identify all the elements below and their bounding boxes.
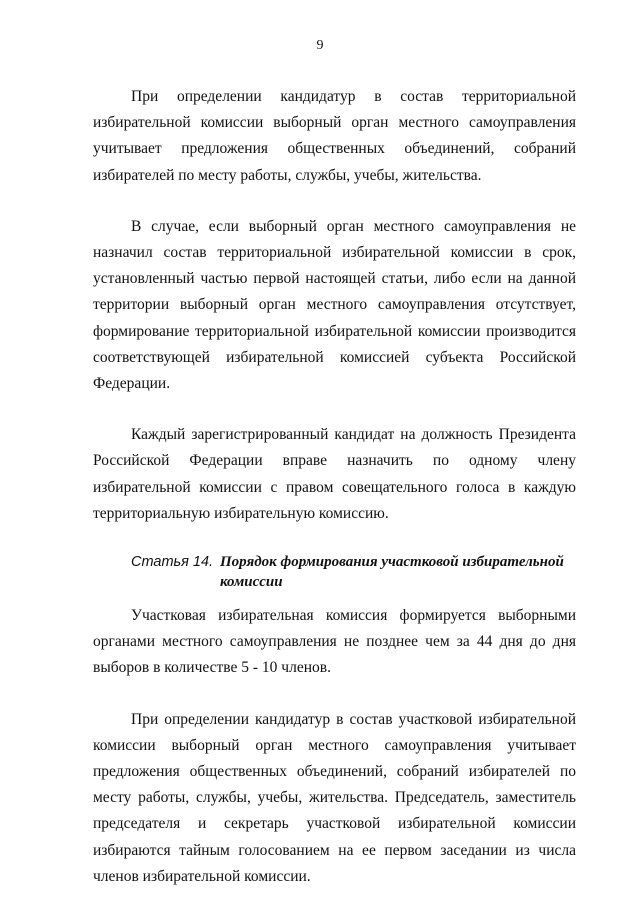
paragraph-appointment-deadline: В случае, если выборный орган местного самоуправления не назначил состав территориальной избирательной комиссии в срок, установленный частью первой настоящей статьи, либо если на данной территории выборный орган местного самоуправления отсутствует, формирование территориальной избирательной комиссии производится соответствующей избирательной комиссией субъекта Российской Федерации. — [93, 217, 576, 393]
paragraph-president-candidate-member: Каждый зарегистрированный кандидат на должность Президента Российской Федерации вправе назначить по одному члену избирательной комиссии с правом совещательного голоса в каждую территориальную избирательную комиссию. — [93, 426, 576, 522]
page-number: 9 — [316, 38, 324, 53]
article-heading — [93, 552, 576, 592]
document-body — [93, 84, 576, 890]
article-number: Статья 14. — [131, 554, 214, 571]
paragraph-precinct-formation: Участковая избирательная комиссия формируется выборными органами местного самоуправления не позднее чем за 44 дня до дня выборов в количестве 5 - 10 членов. — [93, 607, 576, 677]
article-title: Порядок формирования участковой избирательной комиссии — [220, 554, 564, 591]
paragraph-candidates-precinct: При определении кандидатур в состав участковой избирательной комиссии выборный орган местного самоуправления учитывает предложения общественных объединений, собраний избирателей по месту работы, службы, учебы, жительства. Председатель, заместитель председателя и секретарь участковой избирательной комиссии избираются тайным голосованием на ее первом заседании из числа членов избирательной комиссии. — [93, 710, 576, 885]
paragraph-candidates-territorial: При определении кандидатур в состав территориальной избирательной комиссии выборный орган местного самоуправления учитывает предложения общественных объединений, собраний избирателей по месту работы, службы, учебы, жительства. — [93, 88, 576, 184]
